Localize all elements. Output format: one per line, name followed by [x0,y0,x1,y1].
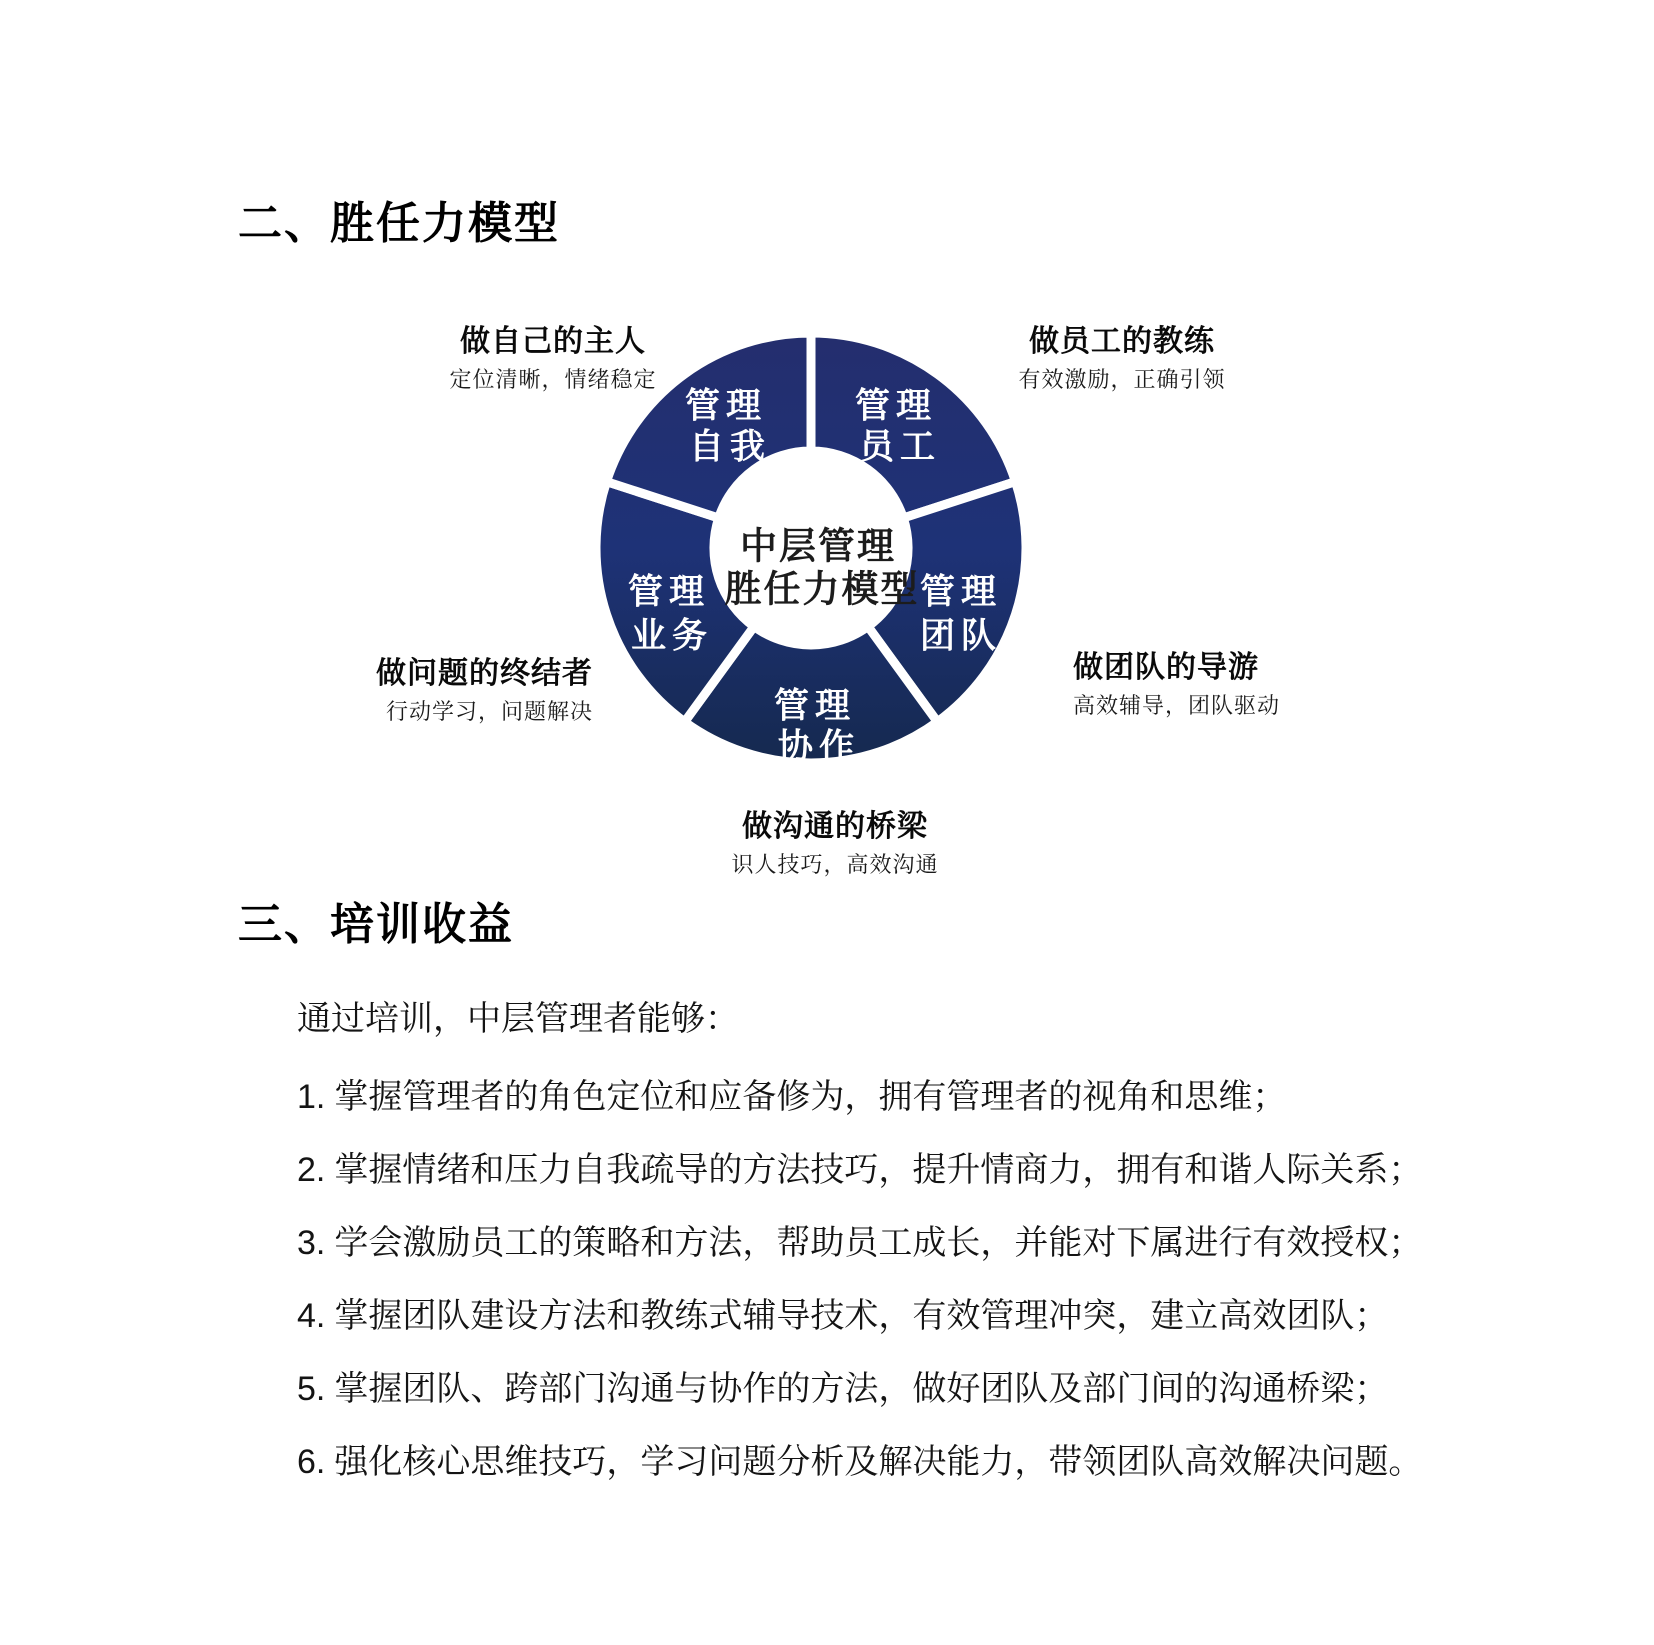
benefit-text: 学会激励员工的策略和方法，帮助员工成长，并能对下属进行有效授权； [334,1224,1423,1262]
wedge-label-team-line1: 管理 [919,572,1003,612]
wedge-label-self-line1: 管理 [684,386,768,426]
benefit-item-6 [297,1444,1537,1480]
benefit-number: 5. [297,1370,326,1408]
donut-center-title-line1: 中层管理 [740,525,896,567]
wedge-label-business-line1: 管理 [627,572,711,612]
benefit-item-4 [297,1298,1537,1334]
annotation-manage-business [273,657,593,725]
training-benefits-body [297,1001,1537,1517]
benefit-number: 6. [297,1443,326,1481]
wedge-label-collab-line2: 协作 [777,727,861,767]
annotation-subtitle: 有效激励，正确引领 [1018,367,1226,392]
benefit-number: 1. [297,1078,326,1116]
section-heading-competency-model: 二、胜任力模型 [238,199,560,248]
annotation-title: 做员工的教练 [1028,325,1215,358]
benefit-number: 2. [297,1151,326,1189]
benefit-text: 掌握情绪和压力自我疏导的方法技巧，提升情商力，拥有和谐人际关系； [334,1151,1423,1189]
donut-center-title-line2: 胜任力模型 [724,568,920,610]
benefit-text: 强化核心思维技巧，学习问题分析及解决能力，带领团队高效解决问题。 [334,1443,1423,1481]
annotation-title: 做团队的导游 [1073,651,1259,684]
benefit-item-2 [297,1152,1537,1188]
annotation-title: 做问题的终结者 [376,657,593,690]
annotation-subtitle: 识人技巧，高效沟通 [731,852,939,877]
annotation-subtitle: 行动学习，问题解决 [385,699,593,724]
benefit-text: 掌握团队建设方法和教练式辅导技术，有效管理冲突，建立高效团队； [334,1297,1389,1335]
benefit-text: 掌握管理者的角色定位和应备修为，拥有管理者的视角和思维； [334,1078,1287,1116]
benefit-text: 掌握团队、跨部门沟通与协作的方法，做好团队及部门间的沟通桥梁； [334,1370,1389,1408]
benefit-item-1 [297,1079,1537,1115]
annotation-subtitle: 定位清晰，情绪稳定 [449,367,657,392]
wedge-label-team-line2: 团队 [919,616,1003,656]
benefit-number: 3. [297,1224,326,1262]
benefits-intro: 通过培训，中层管理者能够： [297,1000,739,1038]
wedge-label-business-line2: 业务 [630,616,714,656]
annotation-manage-team [1073,651,1393,719]
annotation-manage-collaboration [731,810,938,878]
benefit-item-5 [297,1371,1537,1407]
annotation-title: 做沟通的桥梁 [741,810,928,843]
benefit-item-3 [297,1225,1537,1261]
annotation-manage-staff [1018,325,1225,393]
wedge-label-collab-line1: 管理 [773,686,857,726]
benefit-number: 4. [297,1297,326,1335]
annotation-title: 做自己的主人 [459,325,646,358]
section-heading-training-benefits: 三、培训收益 [238,900,514,949]
wedge-label-staff-line1: 管理 [854,386,938,426]
annotation-subtitle: 高效辅导，团队驱动 [1073,693,1281,718]
wedge-label-staff-line2: 员工 [858,427,942,467]
wedge-label-self-line2: 自我 [688,427,772,467]
annotation-manage-self [449,325,656,393]
